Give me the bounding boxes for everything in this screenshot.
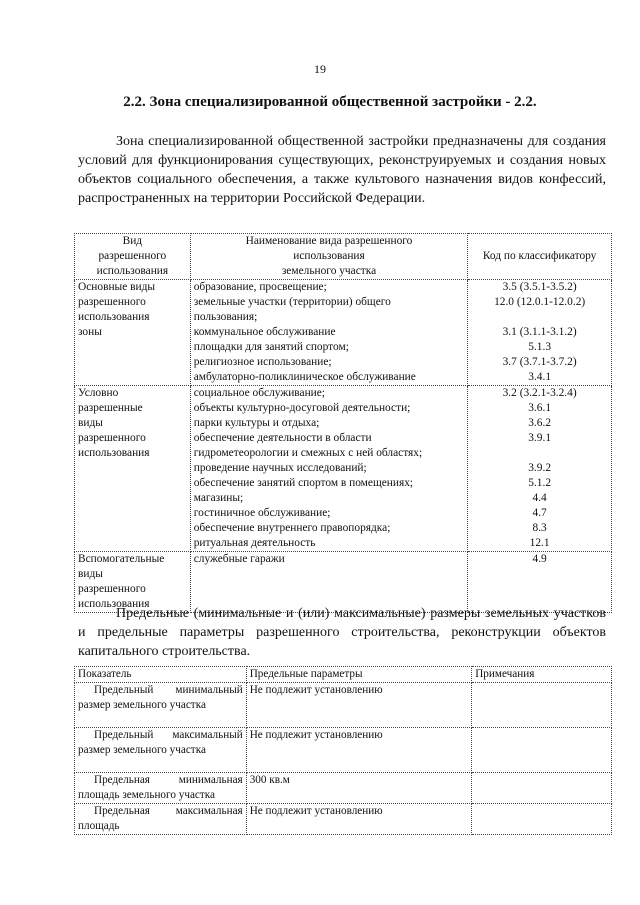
header-cell-name: [190, 234, 468, 280]
use-names: [190, 386, 468, 552]
header-line: земельного участка: [281, 265, 377, 277]
header-line: использования: [96, 265, 169, 277]
use-name: коммунальное обслуживание: [193, 326, 336, 338]
parameter-value: Не подлежит установлению: [246, 804, 472, 835]
group-label: [75, 280, 191, 386]
use-code: 3.6.2: [528, 417, 552, 429]
indicator-label: Предельная минимальная площадь земельного участка: [75, 773, 247, 804]
use-name: объекты культурно-досуговой деятельности;: [193, 402, 411, 414]
use-code: 5.1.2: [528, 477, 552, 489]
label-line: разрешенного: [78, 296, 146, 308]
use-code: 5.1.3: [528, 341, 552, 353]
label-line: использования: [78, 598, 150, 610]
indicator-label: Предельный максимальный размер земельного участка: [75, 728, 247, 773]
parameter-note: [472, 728, 612, 773]
header-cell-code: [468, 234, 612, 280]
indicator-label: Предельная максимальная площадь: [75, 804, 247, 835]
limits-paragraph: Предельные (минимальные и (или) максимальные) размеры земельных участков и предельные параметры разрешенного строительства, реконструкции объектов капитального строительства.: [78, 606, 606, 659]
table-row: [75, 280, 612, 386]
use-code: 12.0 (12.0.1-12.0.2): [494, 296, 586, 308]
use-code: 3.5 (3.5.1-3.5.2): [502, 281, 577, 293]
use-name: пользования;: [193, 311, 258, 323]
use-name: обеспечение деятельности в области: [193, 432, 372, 444]
parameter-note: [472, 683, 612, 728]
table-row: [75, 773, 612, 804]
label-line: разрешенного: [78, 432, 146, 444]
use-code: 3.1 (3.1.1-3.1.2): [502, 326, 577, 338]
use-name: проведение научных исследований;: [193, 462, 367, 474]
use-name: религиозное использование;: [193, 356, 332, 368]
use-code: 3.4.1: [528, 371, 552, 383]
use-code: 4.9: [532, 553, 547, 565]
label-line: разрешенного: [78, 583, 146, 595]
label-line: использования: [78, 311, 150, 323]
use-codes: [468, 386, 612, 552]
use-name: служебные гаражи: [193, 553, 285, 565]
header-line: использования: [293, 250, 365, 262]
use-name: обеспечение занятий спортом в помещениях;: [193, 477, 414, 489]
header-cell-indicator: Показатель: [75, 667, 247, 683]
table-row: [75, 386, 612, 552]
header-cell-notes: Примечания: [472, 667, 612, 683]
use-name: земельные участки (территории) общего: [193, 296, 391, 308]
label-line: виды: [78, 417, 103, 429]
use-name: парки культуры и отдыха;: [193, 417, 320, 429]
label-line: использования: [78, 447, 150, 459]
group-label: [75, 386, 191, 552]
use-code: 3.2 (3.2.1-3.2.4): [502, 387, 577, 399]
label-line: виды: [78, 568, 103, 580]
table-header-row: [75, 667, 612, 683]
label-line: Условно: [78, 387, 119, 399]
use-name: обеспечение внутреннего правопорядка;: [193, 522, 391, 534]
table-header-row: [75, 234, 612, 280]
parameter-value: 300 кв.м: [246, 773, 472, 804]
parameter-note: [472, 773, 612, 804]
header-line: разрешенного: [98, 250, 167, 262]
table-row: [75, 804, 612, 835]
intro-paragraph: Зона специализированной общественной застройки предназначены для создания условий для функционирования существующих, реконструируемых и создания новых объектов социального обеспечения, а также культового назначения видов конфессий, распространенных на территории Российской Федерации.: [78, 134, 606, 206]
use-code: 4.4: [532, 492, 547, 504]
use-code: [471, 446, 608, 461]
parameter-value: Не подлежит установлению: [246, 683, 472, 728]
use-name: гостиничное обслуживание;: [193, 507, 331, 519]
header-line: Наименование вида разрешенного: [245, 235, 413, 247]
use-names: [190, 280, 468, 386]
label-line: Основные виды: [78, 281, 156, 293]
use-codes: [468, 280, 612, 386]
header-cell-type: [75, 234, 191, 280]
parameters-table: [74, 666, 612, 835]
permitted-use-table: [74, 233, 612, 613]
use-name: гидрометеорологии и смежных с ней областях;: [193, 447, 423, 459]
parameter-note: [472, 804, 612, 835]
parameter-value: Не подлежит установлению: [246, 728, 472, 773]
page-number: 19: [314, 62, 326, 76]
label-line: Вспомогательные: [78, 553, 165, 565]
use-name: магазины;: [193, 492, 244, 504]
header-line: Вид: [122, 235, 143, 247]
use-code: 3.7 (3.7.1-3.7.2): [502, 356, 577, 368]
label-line: разрешенные: [78, 402, 143, 414]
use-code: 3.9.2: [528, 462, 552, 474]
header-cell-parameters: Предельные параметры: [246, 667, 472, 683]
use-name: ритуальная деятельность: [193, 537, 316, 549]
use-code: 3.9.1: [528, 432, 552, 444]
use-name: образование, просвещение;: [193, 281, 327, 293]
use-name: социальное обслуживание;: [193, 387, 325, 399]
use-name: амбулаторно-поликлиническое обслуживание: [193, 371, 416, 383]
header-line: Код по классификатору: [482, 250, 597, 262]
use-code: 4.7: [532, 507, 547, 519]
label-line: зоны: [78, 326, 102, 338]
table-row: [75, 683, 612, 728]
section-heading: 2.2. Зона специализированной общественной застройки - 2.2.: [123, 94, 537, 110]
table-row: [75, 728, 612, 773]
use-code: [471, 310, 608, 325]
use-code: 8.3: [532, 522, 547, 534]
use-code: 12.1: [529, 537, 550, 549]
use-code: 3.6.1: [528, 402, 552, 414]
indicator-label: Предельный минимальный размер земельного участка: [75, 683, 247, 728]
use-name: площадки для занятий спортом;: [193, 341, 349, 353]
